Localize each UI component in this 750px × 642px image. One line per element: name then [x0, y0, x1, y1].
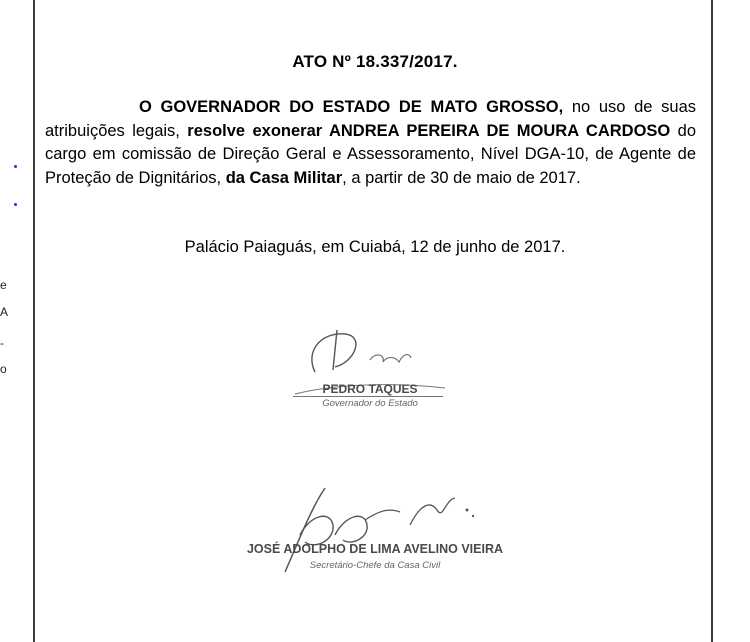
- margin-fragment: -: [0, 336, 4, 350]
- signature-underline: [293, 396, 443, 397]
- signatory-name: JOSÉ ADOLPHO DE LIMA AVELINO VIEIRA: [246, 542, 504, 556]
- left-border-rule: [33, 0, 35, 642]
- body-run-bold: da Casa Militar: [225, 168, 343, 187]
- margin-dot: [14, 165, 17, 168]
- body-run: do cargo em comissão de Direção Geral e Assessoramento, Nível DGA-10, de Agente de Proteção de Dignitários,: [45, 121, 696, 187]
- body-run: no uso de suas atribuições legais,: [45, 98, 697, 140]
- place-and-date: Palácio Paiaguás, em Cuiabá, 12 de junho de 2017.: [184, 238, 566, 256]
- body-run: , a partir de 30 de maio de 2017.: [342, 168, 581, 187]
- margin-fragment: e: [0, 278, 7, 292]
- signatory-name: PEDRO TAQUES: [322, 382, 418, 396]
- margin-fragment: A: [0, 305, 9, 319]
- signature-block-secretary: [215, 480, 535, 580]
- act-title: ATO Nº 18.337/2017.: [292, 52, 458, 71]
- body-run-bold: resolve exonerar ANDREA PEREIRA DE MOURA CARDOSO: [187, 121, 671, 140]
- right-border-rule: [711, 0, 713, 642]
- signatory-role: Governador do Estado: [322, 398, 418, 409]
- signatory-role: Secretário-Chefe da Casa Civil: [309, 560, 441, 571]
- margin-dot: [14, 203, 17, 206]
- body-run-bold: O GOVERNADOR DO ESTADO DE MATO GROSSO,: [139, 98, 564, 116]
- signature-block-governor: [275, 322, 465, 417]
- act-body-paragraph: [45, 96, 696, 190]
- margin-fragment: o: [0, 362, 7, 376]
